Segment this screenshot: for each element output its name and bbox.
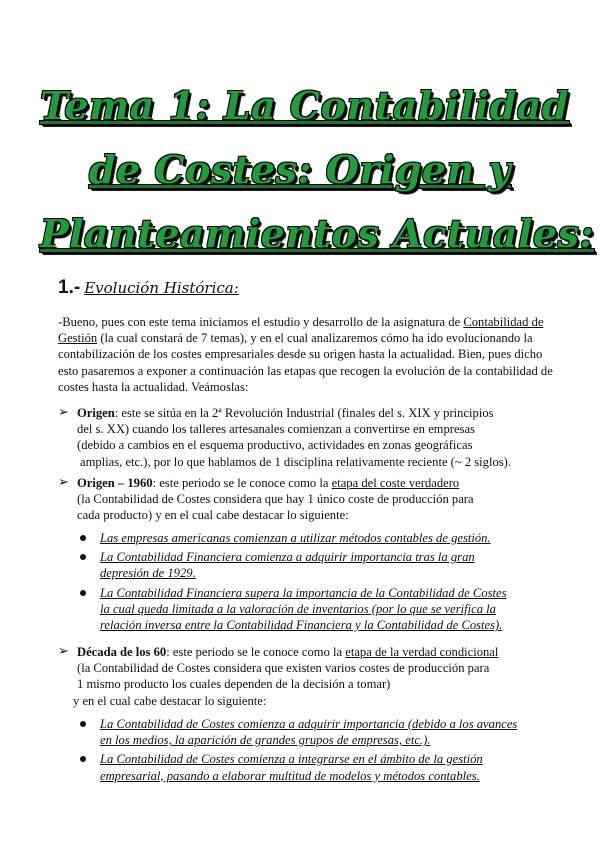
intro-text-before: -Bueno, pues con este tema iniciamos el estudio y desarrollo de la asignatura de xyxy=(58,315,464,329)
section-title: Evolución Histórica: xyxy=(84,279,239,297)
dot-bullet-icon xyxy=(80,590,86,596)
page-title xyxy=(40,74,595,266)
bullet-text: La Contabilidad Financiera comienza a adquirir importancia tras la gran depresión de 1929. xyxy=(100,550,475,581)
item-decada-60 xyxy=(58,644,568,709)
list-item xyxy=(80,549,566,581)
arrow-bullet-icon: ➢ xyxy=(58,644,69,659)
section-heading xyxy=(58,277,239,299)
origen1960-bullet-list xyxy=(80,530,566,636)
bullet-text: La Contabilidad de Costes comienza a adquirir importancia (debido a los avances en los medios, la aparición de grandes grupos de empresas, etc.). xyxy=(100,717,518,748)
list-item xyxy=(80,530,566,546)
title-line-1: Tema 1: La Contabilidad xyxy=(40,83,569,128)
origen-line-1: : este se sitúa en la 2ª Revolución Industrial (finales del s. XIX y principios xyxy=(114,406,494,420)
origen-line-2: del s. XX) cuando los talleres artesanales comienzan a convertirse en empresas xyxy=(77,422,475,437)
intro-subject: Contabilidad de Gestión xyxy=(58,315,544,346)
origen1960-text-1: : este periodo se le conoce como la xyxy=(152,476,332,490)
dot-bullet-icon xyxy=(80,721,86,727)
bullet-text: Las empresas americanas comienzan a utilizar métodos contables de gestión. xyxy=(100,531,491,545)
decada60-bullet-list xyxy=(80,716,566,787)
list-item xyxy=(80,751,566,783)
origen-line-3: (debido a cambios en el esquema productivo, actividades en zonas geográficas xyxy=(77,438,473,453)
intro-text-after: (la cual constará de 7 temas), y en el cual analizaremos cómo ha ido evolucionando la contabilización de los costes empresariales desde su origen hasta la actualidad. Bien, pues dicho esto pasaremos a exponer a continuación las etapas que recogen la evolución de la contabilidad de costes hasta la actualidad. Veámoslas: xyxy=(58,331,553,394)
origen-label: Origen xyxy=(77,406,115,420)
item-origen-1960 xyxy=(58,475,568,524)
decada60-line-2: (la Contabilidad de Costes considera que existen varios costes de producción para xyxy=(77,661,490,676)
origen-line-4: amplias, etc.), por lo que hablamos de 1 disciplina relativamente reciente (~ 2 siglos). xyxy=(80,454,512,469)
decada60-line-3: 1 mismo producto los cuales dependen de la decisión a tomar) xyxy=(77,677,391,692)
arrow-bullet-icon: ➢ xyxy=(58,405,69,420)
dot-bullet-icon xyxy=(80,554,86,560)
dot-bullet-icon xyxy=(80,535,86,541)
bullet-text: La Contabilidad Financiera supera la importancia de la Contabilidad de Costes la cual queda limitada a la valoración de inventarios (por lo que se verifica la relación inversa entre la Contabilidad Financiera y la Contabilidad de Costes). xyxy=(100,585,507,633)
origen1960-line-2: (la Contabilidad de Costes considera que hay 1 único coste de producción para xyxy=(77,492,474,507)
dot-bullet-icon xyxy=(80,756,86,762)
bullet-text: La Contabilidad de Costes comienza a integrarse en el ámbito de la gestión empresarial, pasando a elaborar multitud de modelos y métodos contables. xyxy=(100,752,483,783)
origen1960-line-3: cada producto) y en el cual cabe destacar lo siguiente: xyxy=(77,508,349,523)
title-line-2: de Costes: Origen y xyxy=(88,147,512,192)
decada60-line-4: y en el cual cabe destacar lo siguiente: xyxy=(73,693,267,708)
decada60-text-1: : este periodo se le conoce como la xyxy=(166,645,346,659)
arrow-bullet-icon: ➢ xyxy=(58,475,69,490)
section-number: 1.- xyxy=(58,277,81,298)
title-line-3: Planteamientos Actuales: xyxy=(40,211,595,256)
decada60-stage: etapa de la verdad condicional xyxy=(345,645,499,659)
list-item xyxy=(80,585,566,634)
decada60-label: Década de los 60 xyxy=(77,645,167,659)
item-origen xyxy=(58,405,568,470)
origen1960-stage: etapa del coste verdadero xyxy=(331,476,460,490)
list-item xyxy=(80,716,566,748)
intro-paragraph xyxy=(58,314,564,395)
origen1960-label: Origen – 1960 xyxy=(77,476,153,490)
